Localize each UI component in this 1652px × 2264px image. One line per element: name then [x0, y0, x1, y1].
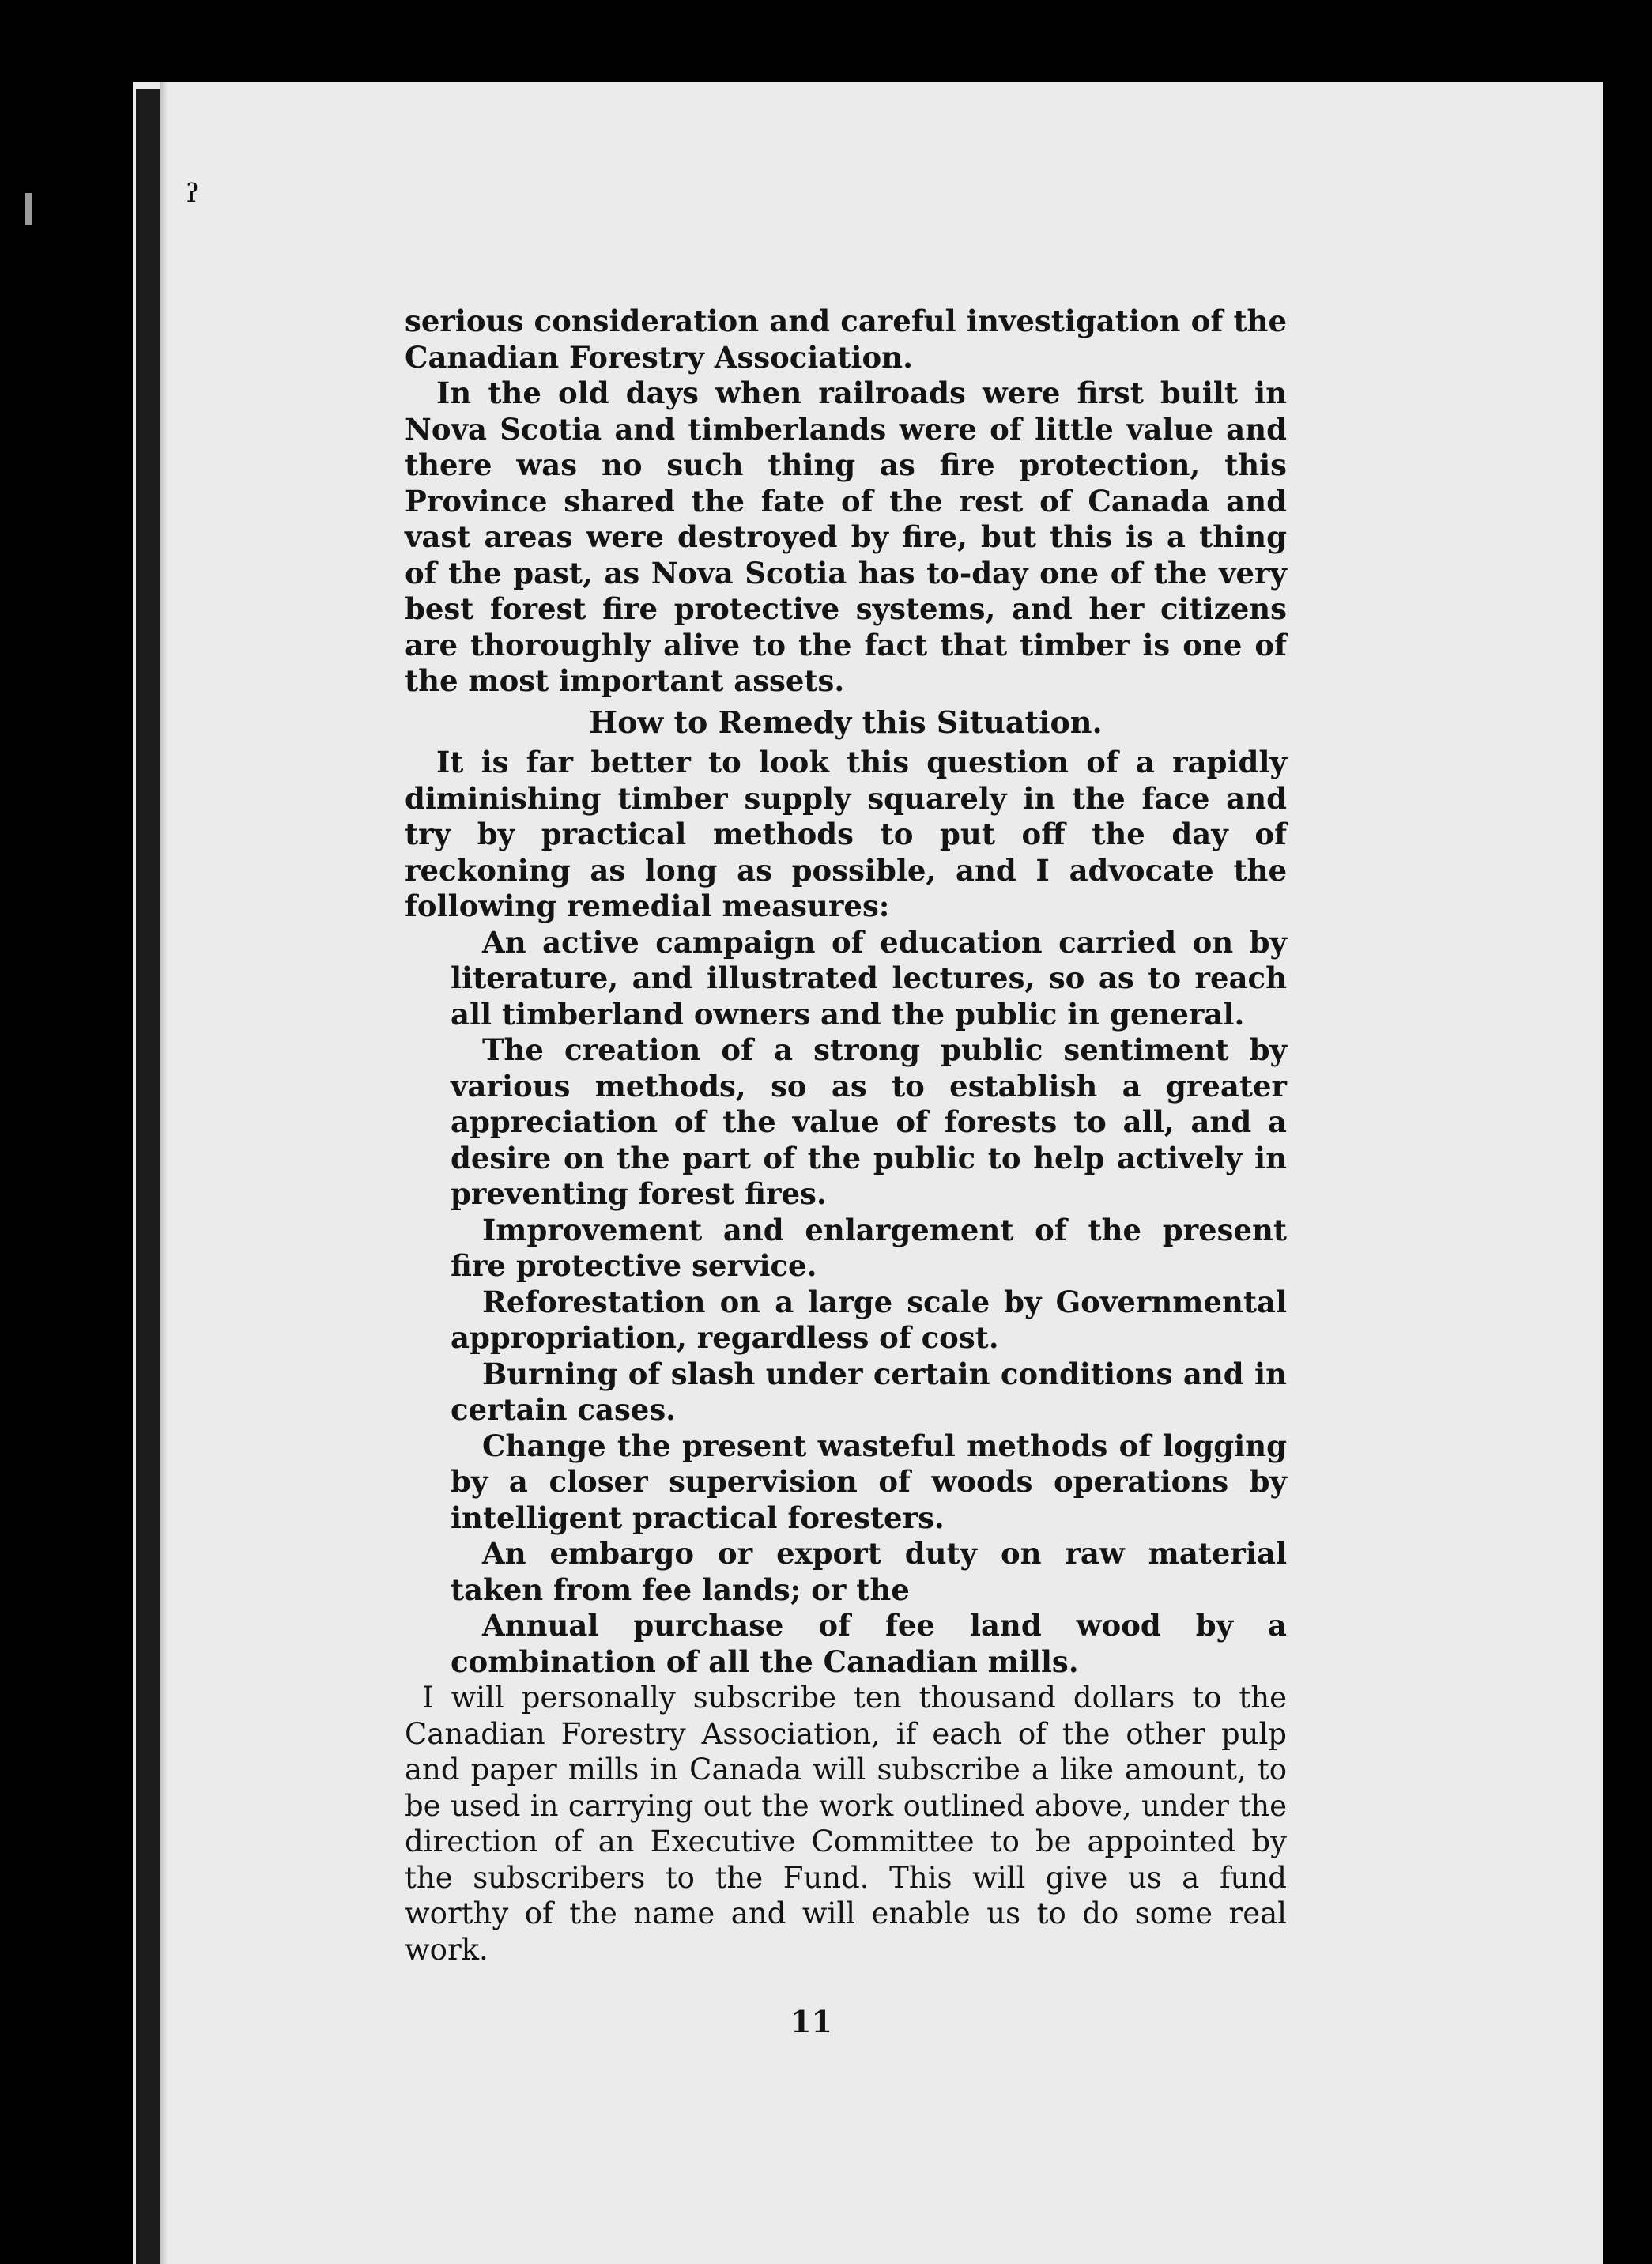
measure-item: The creation of a strong public sentiment by various methods, so as to establish a greater appreciation of the value of forests to all, and a desire on the part of the public to help actively in preventing forest fires. — [451, 1032, 1287, 1211]
measure-item: Change the present wasteful methods of logging by a closer supervision of woods operations by intelligent practical foresters. — [451, 1428, 1287, 1535]
paragraph-closing: I will personally subscribe ten thousand dollars to the Canadian Forestry Association, if each of the other pulp and paper mills in Canada will subscribe a like amount, to be used in carrying out the work outlined above, under the direction of an Executive Committee to be appointed by the subscribers to the Fund. This will give us a fund worthy of the name and will enable us to do some real work. — [405, 1681, 1287, 1967]
measure-item: An active campaign of education carried on by literature, and illustrated lectures, so as to reach all timberland owners and the public in general. — [451, 924, 1287, 1032]
binding-edge — [136, 89, 160, 2264]
paragraph-intro: It is far better to look this question of a rapidly diminishing timber supply squarely in the face and try by practical methods to put off the day of reckoning as long as possible, and I advocate the following remedial measures: — [405, 745, 1287, 923]
page-number: 11 — [790, 2004, 832, 2039]
measures-list — [405, 925, 1287, 1681]
scan-margin-mark — [25, 193, 32, 225]
corner-ink-mark: ˀ — [187, 175, 200, 228]
measure-item: Improvement and enlargement of the present fire protective service. — [451, 1212, 1287, 1283]
measure-item: Reforestation on a large scale by Governmental appropriation, regardless of cost. — [451, 1284, 1287, 1355]
measure-item: An embargo or export duty on raw material taken from fee lands; or the — [451, 1536, 1287, 1607]
paragraph-continuation: serious consideration and careful investigation of the Canadian Forestry Association. — [405, 304, 1287, 375]
measure-item: Annual purchase of fee land wood by a combination of all the Canadian mills. — [451, 1608, 1287, 1679]
section-heading: How to Remedy this Situation. — [589, 704, 1103, 740]
paragraph-nova-scotia: In the old days when railroads were first built in Nova Scotia and timberlands were of little value and there was no such thing as fire protection, this Province shared the fate of the rest of Canada and vast areas were destroyed by fire, but this is a thing of the past, as Nova Scotia has to-day one of the very best forest fire protective systems, and her citizens are thoroughly alive to the fact that timber is one of the most important assets. — [405, 375, 1287, 698]
page-text — [405, 304, 1287, 1968]
measure-item: Burning of slash under certain conditions and in certain cases. — [451, 1356, 1287, 1427]
page-gutter-shadow — [160, 82, 168, 2264]
